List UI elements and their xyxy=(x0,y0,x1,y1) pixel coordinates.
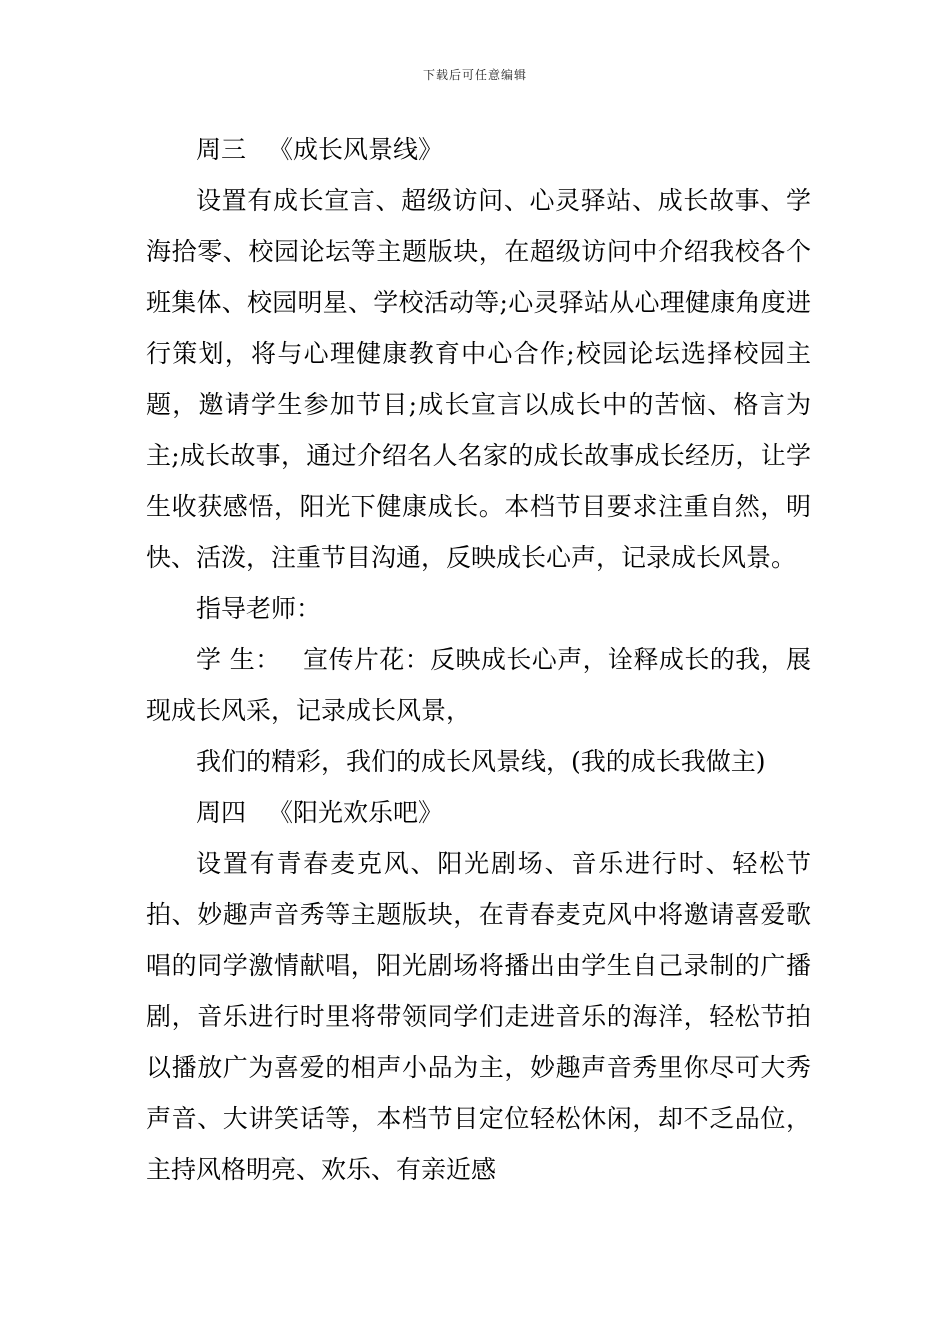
section-heading-wednesday xyxy=(146,124,811,175)
heading-title: 《成长风景线》 xyxy=(268,135,444,164)
heading-title: 《阳光欢乐吧》 xyxy=(268,798,444,827)
student-paragraph xyxy=(146,634,811,736)
student-label: 学 生： xyxy=(196,645,281,674)
paragraph-wednesday-description: 设置有成长宣言、超级访问、心灵驿站、成长故事、学海拾零、校园论坛等主题版块，在超级访问中介绍我校各个班集体、校园明星、学校活动等;心灵驿站从心理健康角度进行策划，将与心理健康教育中心合作;校园论坛选择校园主题，邀请学生参加节目;成长宣言以成长中的苦恼、格言为主;成长故事，通过介绍名人名家的成长故事成长经历，让学生收获感悟，阳光下健康成长。本档节目要求注重自然，明快、活泼，注重节目沟通，反映成长心声，记录成长风景。 xyxy=(146,186,811,572)
heading-day: 周三 xyxy=(196,135,247,164)
slogan-line: 我们的精彩，我们的成长风景线，(我的成长我做主) xyxy=(196,747,766,776)
page-header: 下载后可任意编辑 xyxy=(422,68,527,82)
section-heading-thursday xyxy=(146,787,811,838)
paragraph-thursday-description: 设置有青春麦克风、阳光剧场、音乐进行时、轻松节拍、妙趣声音秀等主题版块，在青春麦克风中将邀请喜爱歌唱的同学激情献唱，阳光剧场将播出由学生自己录制的广播剧，音乐进行时里将带领同学们走进音乐的海洋，轻松节拍以播放广为喜爱的相声小品为主，妙趣声音秀里你尽可大秀声音、大讲笑话等，本档节目定位轻松休闲，却不乏品位，主持风格明亮、欢乐、有亲近感 xyxy=(146,849,811,1184)
document-body xyxy=(146,124,811,1195)
heading-day: 周四 xyxy=(196,798,247,827)
teacher-line: 指导老师： xyxy=(196,594,322,623)
student-text: 宣传片花：反映成长心声，诠释成长的我，展现成长风采，记录成长风景， xyxy=(146,645,811,725)
